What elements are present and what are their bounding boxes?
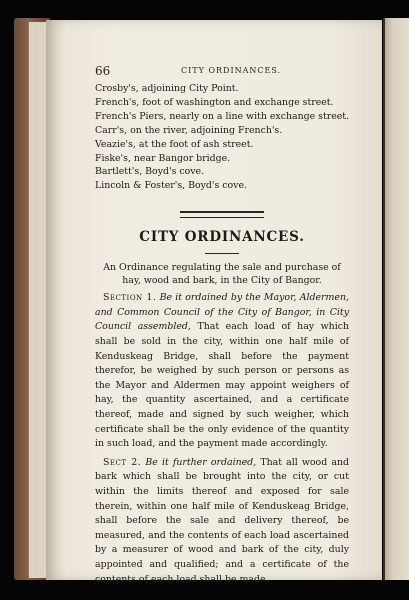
section-1-paragraph — [95, 291, 349, 452]
list-item: French's Piers, nearly on a line with exchange street. — [95, 110, 350, 122]
ferry-list — [95, 82, 349, 193]
section-title: CITY ORDINANCES. — [139, 229, 305, 246]
short-rule-divider — [205, 253, 239, 254]
double-rule-divider — [180, 211, 264, 218]
list-item: Veazie's, at the foot of ash street. — [95, 138, 254, 150]
list-item: Bartlett's, Boyd's cove. — [95, 166, 205, 178]
running-head: CITY ORDINANCES. — [181, 66, 282, 75]
section-1-enactment: Be it ordained by the Mayor, Aldermen, and Common Council of the City of Bangor, in City Council assembled, — [95, 292, 349, 333]
page-header — [95, 64, 360, 80]
section-2-text: That all wood and bark which shall be brought into the city, or cut within the limits thereof and exposed for sale therein, within one half mile of Kenduskeag Bridge, shall before the sale and delivery thereof, be measured, and the contents of each load ascertained by a measurer of wood and bark of the city, duly appointed and qualified; and a certificate of the contents of each load shall be made — [95, 456, 350, 585]
page-content — [95, 82, 349, 587]
list-item: Crosby's, adjoining City Point. — [95, 83, 239, 94]
section-2-label: Sect 2. — [103, 456, 142, 468]
page-number: 66 — [95, 64, 111, 78]
section-1-label: Section 1. — [103, 292, 157, 304]
section-1-text: That each load of hay which shall be sold in the city, within one half mile of Kenduskeag Bridge, shall before the payment therefor, be weighed by such person or persons as the Mayor and Aldermen may appoint weighers of hay, the quantity ascertained, and a certificate thereof, made and signed by such weigher, which certificate shall be the only evidence of the quantity in such load, and the payment made accordingly. — [95, 321, 349, 450]
ordinance-preamble: An Ordinance regulating the sale and purchase of hay, wood and bark, in the City of Bangor. — [103, 262, 341, 286]
list-item: French's, foot of washington and exchange street. — [95, 96, 334, 108]
list-item: Carr's, on the river, adjoining French's. — [95, 124, 283, 136]
section-2-paragraph — [95, 456, 349, 587]
list-item: Fiske's, near Bangor bridge. — [95, 152, 231, 164]
section-2-enactment: Be it further ordained, — [145, 456, 257, 468]
list-item: Lincoln & Foster's, Boyd's cove. — [95, 180, 248, 192]
facing-page-edge — [383, 18, 409, 580]
